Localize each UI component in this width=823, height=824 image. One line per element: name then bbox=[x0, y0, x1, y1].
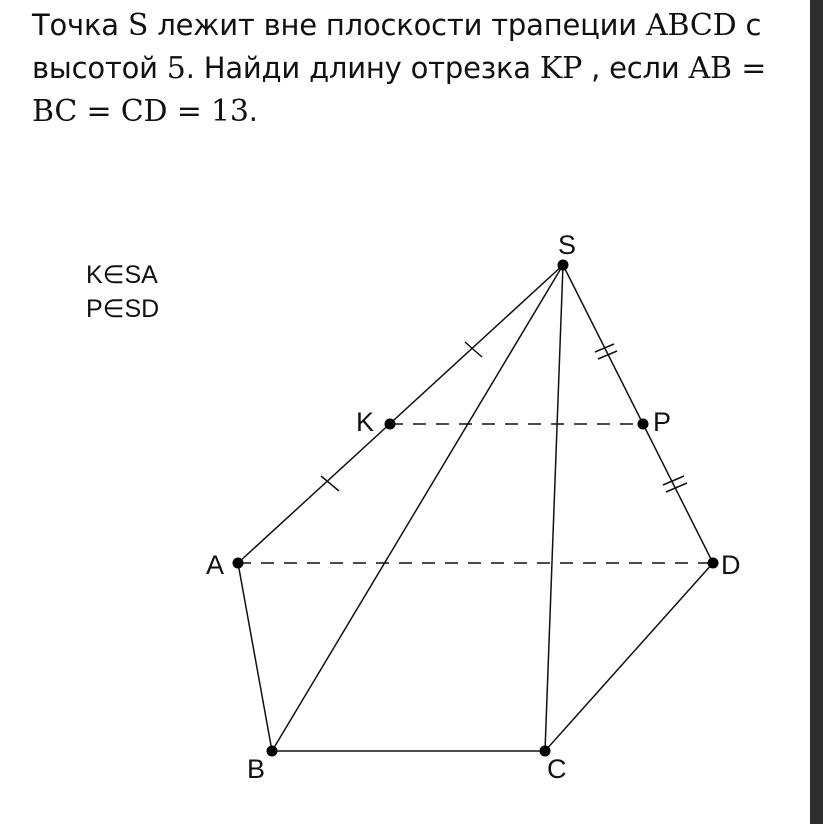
point-a bbox=[233, 558, 244, 569]
label-b: B bbox=[247, 754, 266, 784]
condition-p-on-sd: P∈SD bbox=[86, 295, 160, 323]
edge-sb bbox=[272, 265, 563, 751]
problem-text-6: . bbox=[248, 94, 258, 128]
problem-text-4: . Найди длину отрезка bbox=[185, 51, 531, 85]
tick-sp-1 bbox=[595, 344, 614, 352]
label-c: C bbox=[547, 754, 567, 784]
problem-math-trapezoid: ABCD bbox=[645, 8, 737, 43]
tick-sk bbox=[465, 342, 482, 357]
condition-k-on-sa: K∈SA bbox=[86, 261, 158, 289]
edge-sc bbox=[545, 265, 563, 751]
problem-math-equalities: AB = BC = CD = 13 bbox=[32, 51, 767, 129]
label-k: K bbox=[356, 407, 375, 437]
edge-sd bbox=[563, 265, 713, 563]
problem-math-height: 5 bbox=[166, 51, 186, 86]
point-b bbox=[267, 746, 278, 757]
problem-text-5: , если bbox=[591, 51, 680, 85]
point-p bbox=[638, 419, 649, 430]
edge-ab bbox=[238, 563, 272, 751]
problem-math-point-s: S bbox=[127, 8, 149, 43]
point-s bbox=[558, 260, 569, 271]
label-p: P bbox=[653, 407, 672, 437]
label-d: D bbox=[721, 550, 741, 580]
problem-text-2: лежит вне плоскости трапеции bbox=[157, 8, 637, 42]
point-k bbox=[385, 419, 396, 430]
problem-text-3: с высотой bbox=[32, 8, 762, 85]
problem-math-segment-kp: KP bbox=[539, 51, 583, 86]
right-edge-bar bbox=[810, 0, 823, 824]
label-a: A bbox=[206, 550, 225, 580]
edge-cd bbox=[545, 563, 713, 751]
edge-sa bbox=[238, 265, 563, 563]
problem-text-1: Точка bbox=[32, 8, 119, 42]
label-s: S bbox=[558, 230, 577, 260]
point-d bbox=[708, 558, 719, 569]
